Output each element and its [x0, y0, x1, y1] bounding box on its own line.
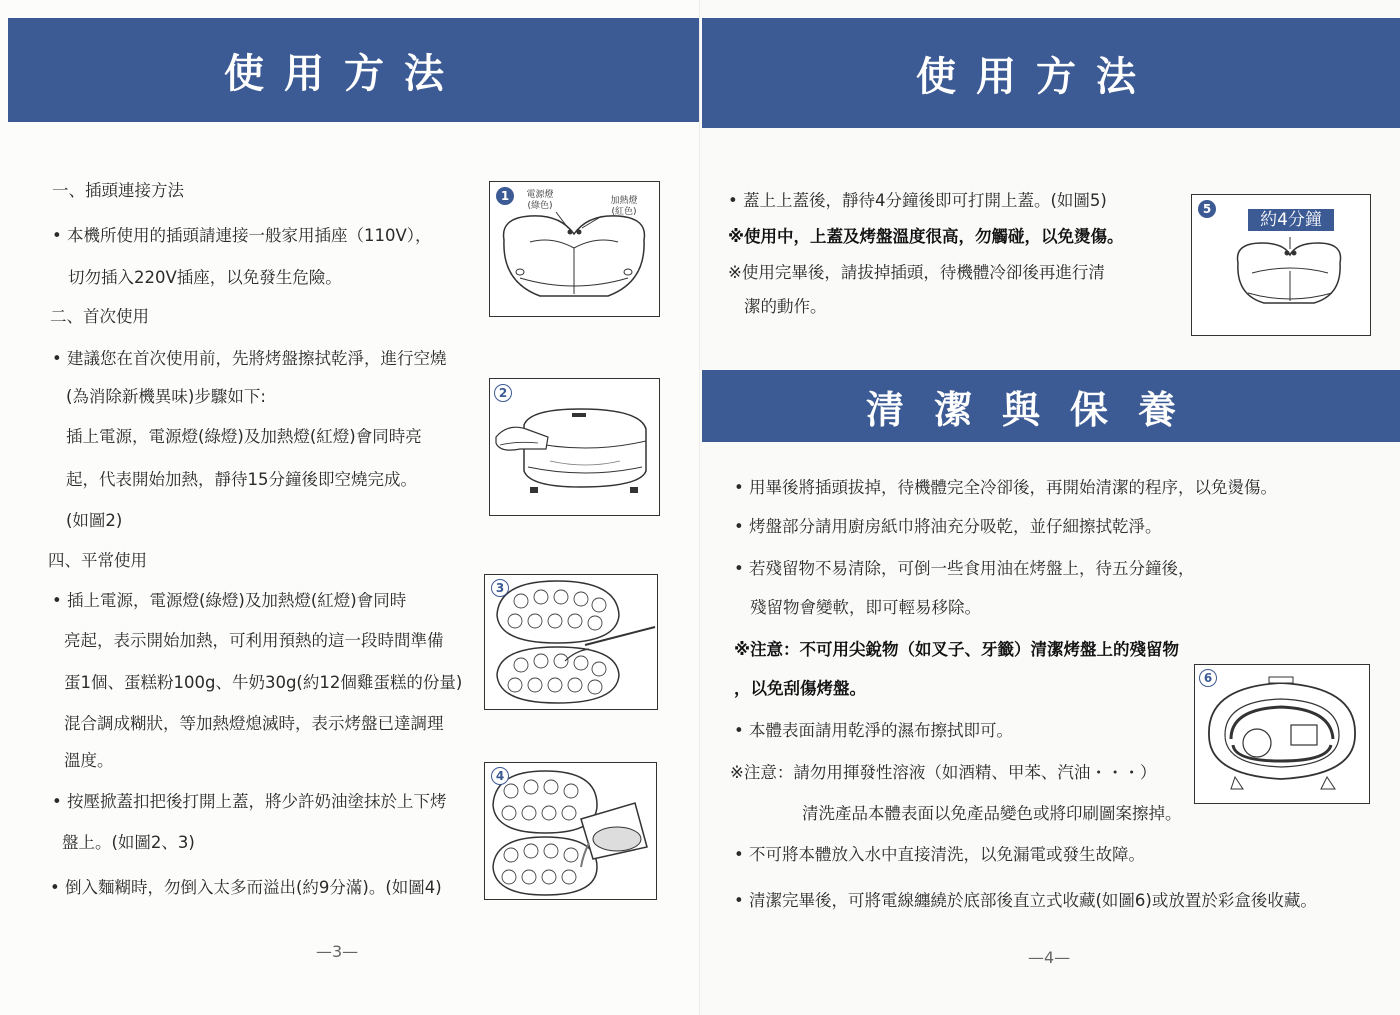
- figure-3: [484, 574, 658, 710]
- figure-3-badge: 3: [491, 579, 509, 597]
- left-line-14: 混合調成糊狀，等加熱燈熄滅時，表示烤盤已達調理: [64, 714, 444, 733]
- left-line-10: 四、平常使用: [48, 551, 147, 570]
- right-line-8: ※注意：請勿用揮發性溶液（如酒精、甲苯、汽油・・・）: [730, 763, 1157, 782]
- left-line-11: • 插上電源，電源燈(綠燈)及加熱燈(紅燈)會同時: [52, 591, 407, 610]
- left-line-5: • 建議您在首次使用前，先將烤盤擦拭乾淨，進行空燒: [52, 349, 447, 368]
- right-line-2: • 烤盤部分請用廚房紙巾將油充分吸乾，並仔細擦拭乾淨。: [734, 517, 1162, 536]
- right-banner-title: 使用方法: [916, 53, 1156, 100]
- left-line-8: 起，代表開始加熱，靜待15分鐘後即空燒完成。: [66, 470, 417, 489]
- right-line-4: 殘留物會變軟，即可輕易移除。: [750, 598, 981, 617]
- right-top-line-2: ※使用中，上蓋及烤盤溫度很高，勿觸碰，以免燙傷。: [728, 227, 1124, 246]
- figure-2-drawing: [490, 379, 659, 515]
- right-top-line-3: ※使用完畢後，請拔掉插頭，待機體冷卻後再進行清: [728, 263, 1105, 282]
- figure-1-heat-label: [604, 196, 644, 218]
- right-line-11: • 清潔完畢後，可將電線纏繞於底部後直立式收藏(如圖6)或放置於彩盒後收藏。: [734, 891, 1317, 910]
- left-line-18: • 倒入麵糊時，勿倒入太多而溢出(約9分滿)。(如圖4): [50, 878, 442, 897]
- left-line-6: (為消除新機異味)步驟如下:: [66, 387, 266, 406]
- figure-5-caption: 約4分鐘: [1248, 209, 1334, 231]
- left-line-3: 切勿插入220V插座，以免發生危險。: [68, 268, 342, 287]
- figure-2-badge: 2: [494, 384, 512, 402]
- right-banner: [702, 18, 1400, 128]
- left-line-13: 蛋1個、蛋糕粉100g、牛奶30g(約12個雞蛋糕的份量): [64, 673, 463, 692]
- figure-3-drawing: [485, 575, 657, 709]
- page-number-4: —4—: [1028, 948, 1071, 967]
- left-line-7: 插上電源，電源燈(綠燈)及加熱燈(紅燈)會同時亮: [66, 427, 422, 446]
- figure-1: [489, 181, 660, 317]
- figure-1-power-color: (綠色): [527, 201, 553, 211]
- right-top-line-1: • 蓋上上蓋後，靜待4分鐘後即可打開上蓋。(如圖5): [728, 191, 1107, 210]
- right-page: [700, 0, 1400, 1015]
- left-line-1: 一、插頭連接方法: [52, 181, 184, 200]
- left-line-17: 盤上。(如圖2、3): [62, 833, 195, 852]
- section-banner: [702, 370, 1400, 442]
- figure-1-heat-color: (紅色): [611, 207, 637, 217]
- left-line-4: 二、首次使用: [50, 307, 149, 326]
- figure-4-badge: 4: [491, 767, 509, 785]
- left-line-9: (如圖2): [66, 511, 123, 530]
- right-line-6: ，以免刮傷烤盤。: [734, 679, 866, 698]
- right-line-5: ※注意：不可用尖銳物（如叉子、牙籤）清潔烤盤上的殘留物: [734, 640, 1180, 659]
- figure-6-drawing: [1195, 665, 1369, 803]
- right-line-1: • 用畢後將插頭拔掉，待機體完全冷卻後，再開始清潔的程序，以免燙傷。: [734, 478, 1277, 497]
- section-title: 清潔與保養: [865, 387, 1206, 432]
- figure-2: [489, 378, 660, 516]
- figure-6: [1194, 664, 1370, 804]
- figure-1-heat-text: 加熱燈: [610, 196, 638, 206]
- right-line-10: • 不可將本體放入水中直接清洗，以免漏電或發生故障。: [734, 845, 1145, 864]
- figure-1-power-label: [520, 190, 560, 212]
- figure-1-badge: 1: [496, 187, 514, 205]
- left-line-2: • 本機所使用的插頭請連接一般家用插座（110V），: [52, 226, 432, 245]
- figure-4: [484, 762, 657, 900]
- left-banner: [8, 18, 700, 122]
- right-line-3: • 若殘留物不易清除，可倒一些食用油在烤盤上，待五分鐘後，: [734, 559, 1195, 578]
- figure-6-badge: 6: [1199, 669, 1217, 687]
- left-line-15: 溫度。: [64, 751, 114, 770]
- left-banner-title: 使用方法: [224, 50, 464, 97]
- figure-1-power-text: 電源燈: [526, 190, 554, 200]
- right-line-9: 清洗產品本體表面以免產品變色或將印刷圖案擦掉。: [802, 804, 1182, 823]
- left-line-16: • 按壓掀蓋扣把後打開上蓋，將少許奶油塗抹於上下烤: [52, 792, 447, 811]
- left-line-12: 亮起，表示開始加熱，可利用預熱的這一段時間準備: [64, 631, 444, 650]
- right-line-7: • 本體表面請用乾淨的濕布擦拭即可。: [734, 721, 1013, 740]
- figure-4-drawing: [485, 763, 656, 899]
- figure-5-badge: 5: [1198, 200, 1216, 218]
- page-number-3: —3—: [316, 942, 359, 961]
- right-top-line-4: 潔的動作。: [744, 297, 827, 316]
- figure-5: [1191, 194, 1371, 336]
